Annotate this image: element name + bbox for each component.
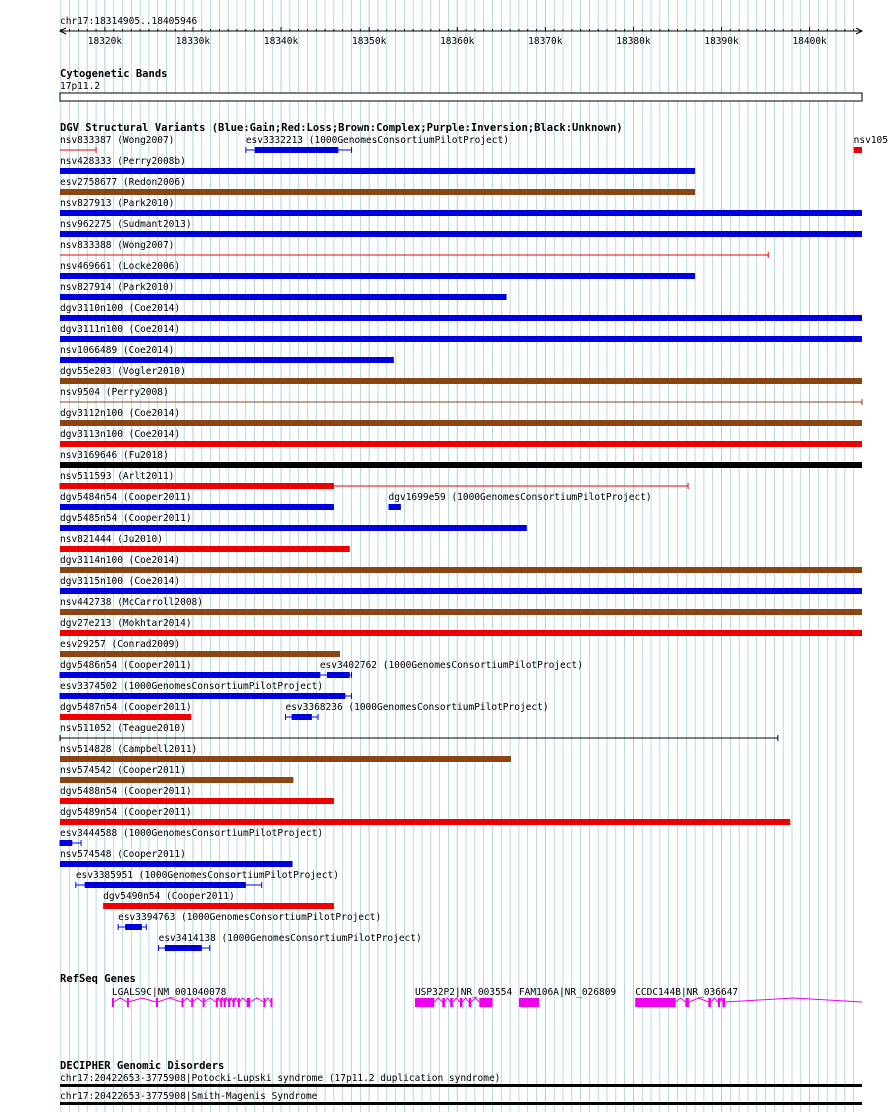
variant-feature[interactable] (60, 744, 511, 762)
gene-exon[interactable] (216, 998, 218, 1007)
variant-feature[interactable] (60, 660, 319, 678)
variant-feature[interactable] (60, 702, 192, 720)
gene-label[interactable]: FAM106A|NR_026809 (518, 987, 617, 998)
variant-bar[interactable] (60, 336, 862, 342)
variant-bar[interactable] (60, 651, 340, 657)
gene-exon[interactable] (415, 998, 434, 1007)
variant-feature[interactable] (60, 135, 174, 153)
variant-feature[interactable] (60, 618, 862, 636)
variant-bar[interactable] (60, 378, 862, 384)
variant-feature[interactable] (60, 555, 862, 573)
variant-bar[interactable] (60, 588, 862, 594)
decipher-label[interactable]: chr17:20422653-3775908|Smith-Magenis Syndrome (60, 1091, 318, 1102)
gene-exon[interactable] (203, 998, 205, 1007)
variant-label[interactable]: esv3385951 (1000GenomesConsortiumPilotProject) (75, 870, 339, 881)
variant-bar[interactable] (60, 840, 72, 846)
variant-label[interactable]: nsv827914 (Park2010) (60, 282, 175, 293)
gene-exon[interactable] (112, 998, 114, 1007)
ruler-tick-label: 18350k (351, 36, 387, 47)
variant-label[interactable]: nsv511052 (Teague2010) (60, 723, 186, 734)
variant-bar[interactable] (60, 420, 862, 426)
variant-label[interactable]: dgv3110n100 (Coe2014) (60, 303, 181, 314)
variant-label[interactable]: esv2758677 (Redon2006) (60, 177, 186, 188)
gene-exon[interactable] (479, 998, 492, 1007)
decipher-track[interactable] (60, 1073, 862, 1105)
coordinate-ruler[interactable] (60, 27, 862, 47)
variant-bar[interactable] (60, 315, 862, 321)
gene-feature[interactable] (635, 987, 862, 1007)
decipher-bar[interactable] (60, 1084, 862, 1087)
variant-bar[interactable] (60, 819, 790, 825)
variant-label[interactable]: dgv5487n54 (Cooper2011) (60, 702, 192, 713)
variant-label[interactable]: esv3374502 (1000GenomesConsortiumPilotProject) (60, 681, 324, 692)
ruler-tick-label: 18320k (87, 36, 123, 47)
variant-label[interactable]: esv29257 (Conrad2009) (60, 639, 181, 650)
variant-bar[interactable] (60, 504, 334, 510)
variant-feature[interactable] (60, 324, 862, 342)
variant-bar[interactable] (60, 441, 862, 447)
variant-bar[interactable] (60, 861, 293, 867)
gene-exon[interactable] (442, 998, 445, 1007)
decipher-feature[interactable] (60, 1091, 862, 1105)
variant-feature[interactable] (60, 534, 350, 552)
variant-bar[interactable] (60, 231, 862, 237)
variant-label[interactable]: dgv27e213 (Mokhtar2014) (60, 618, 192, 629)
variant-label[interactable]: dgv5484n54 (Cooper2011) (60, 492, 192, 503)
variant-bar[interactable] (60, 756, 511, 762)
variant-bar[interactable] (60, 777, 293, 783)
variant-label[interactable]: nsv511593 (Arlt2011) (60, 471, 175, 482)
ruler-tick-label: 18340k (263, 36, 299, 47)
variant-feature[interactable] (76, 870, 339, 888)
variant-label[interactable]: nsv3169646 (Fu2018) (60, 450, 169, 461)
gene-exon[interactable] (685, 998, 689, 1007)
variant-feature[interactable] (60, 786, 334, 804)
ruler-tick-label: 18360k (440, 36, 475, 47)
variant-label[interactable]: dgv1699e59 (1000GenomesConsortiumPilotProject) (388, 492, 652, 503)
variant-label[interactable]: esv3414138 (1000GenomesConsortiumPilotProject) (158, 933, 422, 944)
gene-exon[interactable] (156, 998, 158, 1007)
cytoband-label: 17p11.2 (60, 81, 101, 92)
variant-feature[interactable] (60, 177, 695, 195)
gene-exon[interactable] (224, 998, 226, 1007)
decipher-label[interactable]: chr17:20422653-3775908|Potocki-Lupski syndrome (17p11.2 duplication syndrome) (60, 1073, 501, 1084)
gene-exon[interactable] (460, 998, 463, 1007)
variant-label[interactable]: nsv833388 (Wong2007) (60, 240, 175, 251)
variant-bar[interactable] (60, 294, 507, 300)
variant-bar[interactable] (60, 672, 319, 678)
variant-label[interactable]: dgv3112n100 (Coe2014) (60, 408, 181, 419)
variant-bar[interactable] (60, 609, 862, 615)
variant-label[interactable]: nsv469661 (Locke2006) (60, 261, 181, 272)
gene-label[interactable]: USP32P2|NR_003554 (414, 987, 513, 998)
gene-exon[interactable] (469, 998, 472, 1007)
variant-feature[interactable] (60, 639, 340, 657)
variant-label[interactable]: dgv3114n100 (Coe2014) (60, 555, 181, 566)
variant-label[interactable]: dgv5490n54 (Cooper2011) (103, 891, 235, 902)
variant-feature[interactable] (60, 492, 334, 510)
variant-feature[interactable] (246, 135, 509, 153)
variant-feature[interactable] (60, 261, 695, 279)
variant-feature[interactable] (60, 849, 293, 867)
variant-feature[interactable] (103, 891, 334, 909)
variant-bar[interactable] (327, 672, 350, 678)
variant-feature[interactable] (60, 828, 323, 846)
variant-label[interactable]: dgv3115n100 (Coe2014) (60, 576, 181, 587)
variant-feature[interactable] (60, 471, 688, 489)
variant-bar[interactable] (165, 945, 202, 951)
variant-bar[interactable] (60, 546, 350, 552)
variant-bar[interactable] (60, 210, 862, 216)
ruler-tick-label: 18400k (792, 36, 827, 47)
refseq-track[interactable] (112, 987, 862, 1007)
variant-feature[interactable] (60, 387, 862, 405)
ruler-tick-label: 18330k (175, 36, 211, 47)
variant-bar[interactable] (125, 924, 142, 930)
variant-feature[interactable] (60, 681, 352, 699)
variant-label[interactable]: nsv574542 (Cooper2011) (60, 765, 186, 776)
variant-label[interactable]: dgv5485n54 (Cooper2011) (60, 513, 192, 524)
gene-feature[interactable] (415, 987, 513, 1007)
gene-exon[interactable] (228, 998, 230, 1007)
cytoband-track-title: Cytogenetic Bands (60, 68, 168, 80)
variant-feature[interactable] (60, 198, 862, 216)
variant-feature[interactable] (320, 660, 583, 678)
variant-label[interactable]: nsv827913 (Park2010) (60, 198, 175, 209)
variant-label[interactable]: nsv105 (853, 135, 888, 146)
variant-label[interactable]: nsv514828 (Campbell2011) (60, 744, 198, 755)
decipher-track-title: DECIPHER Genomic Disorders (60, 1060, 225, 1072)
ruler-tick-label: 18370k (528, 36, 563, 47)
gene-exon[interactable] (708, 998, 711, 1007)
variant-bar[interactable] (389, 504, 401, 510)
gene-exon[interactable] (519, 998, 539, 1007)
variant-label[interactable]: esv3368236 (1000GenomesConsortiumPilotProject) (285, 702, 549, 713)
variant-feature[interactable] (60, 429, 862, 447)
variant-label[interactable]: esv3394763 (1000GenomesConsortiumPilotProject) (118, 912, 382, 923)
gene-exon[interactable] (238, 998, 240, 1007)
gene-exon[interactable] (718, 998, 720, 1007)
variant-feature[interactable] (60, 219, 862, 237)
locus-label: chr17:18314905..18405946 (60, 16, 198, 27)
variant-bar[interactable] (60, 525, 527, 531)
gene-exon[interactable] (127, 998, 129, 1007)
variant-bar[interactable] (60, 693, 345, 699)
gene-exon[interactable] (270, 998, 272, 1007)
gene-exon[interactable] (182, 998, 184, 1007)
variant-feature[interactable] (60, 345, 394, 363)
gene-exon[interactable] (191, 998, 193, 1007)
variant-feature[interactable] (60, 723, 778, 741)
variant-label[interactable]: dgv3113n100 (Coe2014) (60, 429, 181, 440)
variant-bar[interactable] (60, 483, 334, 489)
variant-feature[interactable] (60, 576, 862, 594)
variant-label[interactable]: nsv833387 (Wong2007) (60, 135, 175, 146)
variant-bar[interactable] (60, 567, 862, 573)
variant-label[interactable]: nsv442738 (McCarroll2008) (60, 597, 203, 608)
gene-exon[interactable] (233, 998, 235, 1007)
variant-label[interactable]: esv3444588 (1000GenomesConsortiumPilotProject) (60, 828, 324, 839)
variant-feature[interactable] (389, 492, 652, 510)
gene-exon[interactable] (220, 998, 222, 1007)
variant-label[interactable]: nsv574548 (Cooper2011) (60, 849, 186, 860)
gene-label[interactable]: CCDC144B|NR_036647 (635, 987, 739, 998)
variant-bar[interactable] (85, 882, 246, 888)
variant-bar[interactable] (60, 798, 334, 804)
variant-feature[interactable] (60, 240, 768, 258)
variant-bar[interactable] (60, 168, 695, 174)
variant-bar[interactable] (60, 357, 394, 363)
variant-bar[interactable] (60, 630, 862, 636)
refseq-track-title: RefSeq Genes (60, 973, 136, 985)
variant-label[interactable]: nsv962275 (Sudmant2013) (60, 219, 192, 230)
variant-label[interactable]: nsv821444 (Ju2010) (60, 534, 163, 545)
variant-feature[interactable] (60, 408, 862, 426)
variant-label[interactable]: dgv5489n54 (Cooper2011) (60, 807, 192, 818)
variant-bar[interactable] (103, 903, 334, 909)
gene-exon[interactable] (635, 998, 676, 1007)
variant-label[interactable]: dgv5486n54 (Cooper2011) (60, 660, 192, 671)
variant-label[interactable]: nsv428333 (Perry2008b) (60, 156, 186, 167)
decipher-bar[interactable] (60, 1102, 862, 1105)
variant-label[interactable]: dgv55e203 (Vogler2010) (60, 366, 186, 377)
variant-label[interactable]: dgv5488n54 (Cooper2011) (60, 786, 192, 797)
variant-bar[interactable] (292, 714, 312, 720)
gene-exon[interactable] (450, 998, 453, 1007)
ruler-tick-label: 18390k (704, 36, 739, 47)
variant-bar[interactable] (60, 714, 191, 720)
cytoband-track[interactable] (60, 93, 862, 101)
gene-feature[interactable] (112, 987, 273, 1007)
dgv-track-title: DGV Structural Variants (Blue:Gain;Red:Loss;Brown:Complex;Purple:Inversion;Black:Unknown) (60, 122, 623, 134)
variant-label[interactable]: esv3402762 (1000GenomesConsortiumPilotProject) (319, 660, 583, 671)
variant-bar[interactable] (255, 147, 339, 153)
variant-feature[interactable] (60, 765, 293, 783)
gene-exon[interactable] (247, 998, 251, 1007)
variant-feature[interactable] (60, 597, 862, 615)
variant-label[interactable]: esv3332213 (1000GenomesConsortiumPilotProject) (245, 135, 509, 146)
cytoband-band-bar[interactable] (60, 93, 862, 101)
decipher-feature[interactable] (60, 1073, 862, 1087)
gene-exon[interactable] (722, 998, 725, 1007)
gene-exon[interactable] (263, 998, 265, 1007)
variant-feature[interactable] (60, 303, 862, 321)
ruler-tick-label: 18380k (616, 36, 651, 47)
variant-feature[interactable] (60, 366, 862, 384)
variant-feature[interactable] (60, 807, 790, 825)
variant-label[interactable]: dgv3111n100 (Coe2014) (60, 324, 181, 335)
variant-feature[interactable] (854, 135, 888, 153)
variant-bar[interactable] (854, 147, 862, 153)
variant-feature[interactable] (60, 450, 862, 468)
variant-label[interactable]: nsv9504 (Perry2008) (60, 387, 169, 398)
gene-feature[interactable] (519, 987, 617, 1007)
gene-label[interactable]: LGALS9C|NM_001040078 (111, 987, 227, 998)
variant-label[interactable]: nsv1066489 (Coe2014) (60, 345, 175, 356)
variant-feature[interactable] (60, 156, 695, 174)
variant-bar[interactable] (60, 273, 695, 279)
variant-bar[interactable] (60, 462, 862, 468)
variant-bar[interactable] (60, 189, 695, 195)
